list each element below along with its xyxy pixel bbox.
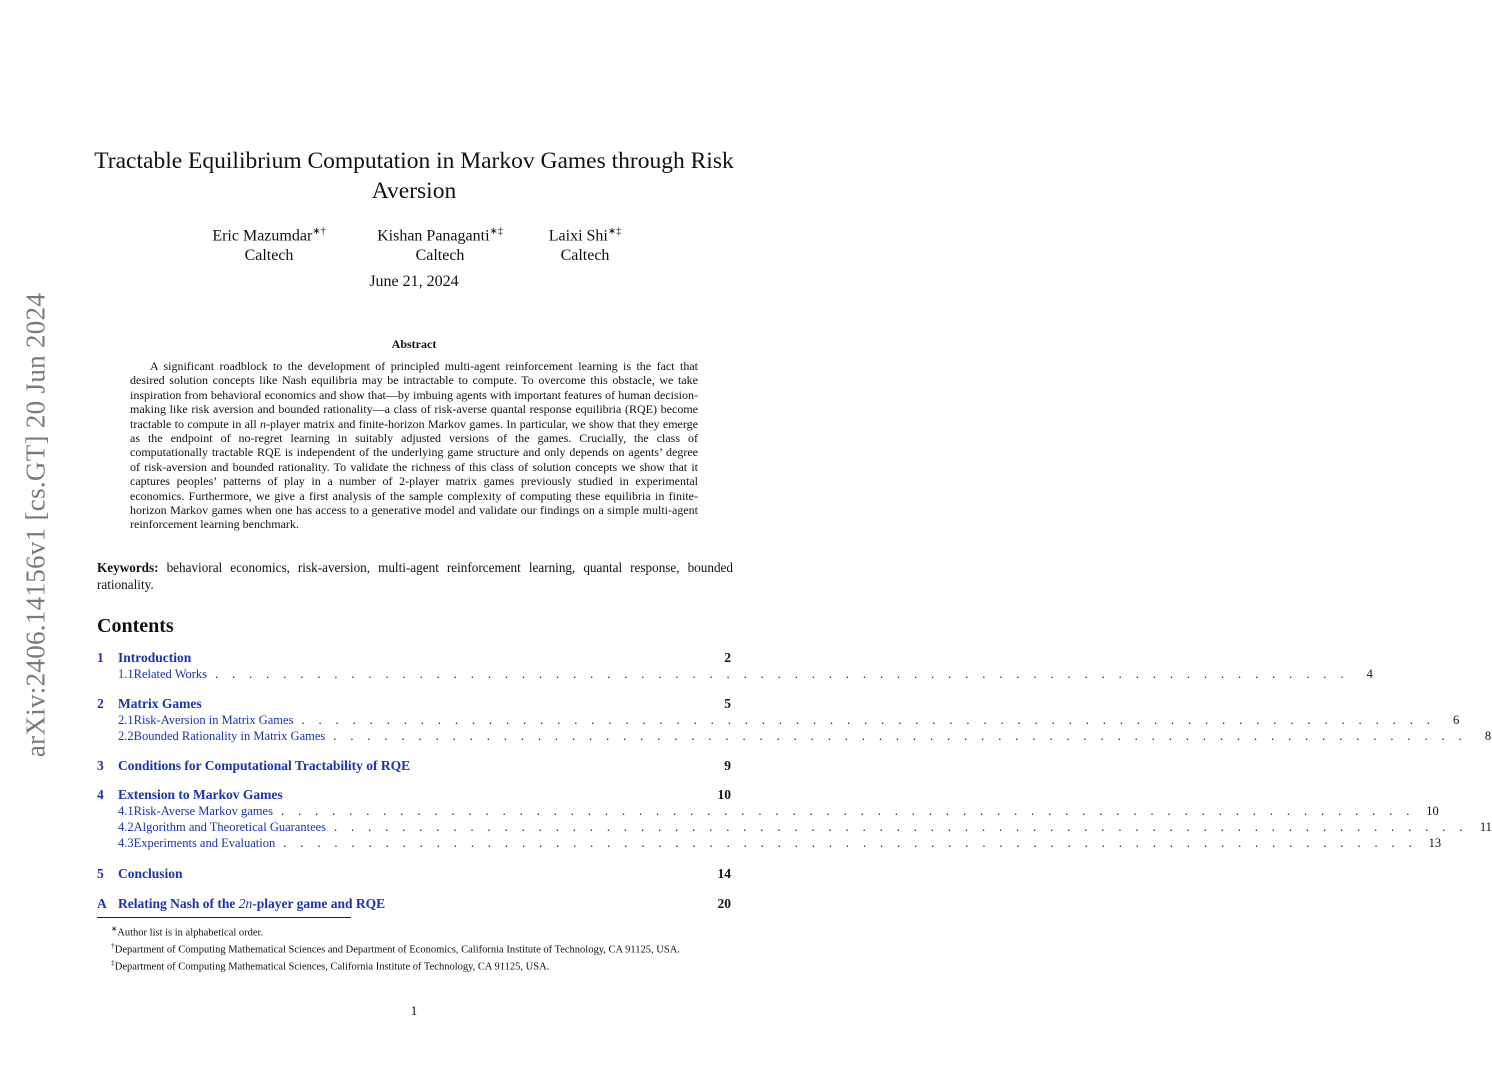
toc-number: 5	[97, 866, 104, 881]
toc-page: 2	[724, 650, 731, 665]
toc-title[interactable]: Risk-Averse Markov games	[133, 804, 273, 818]
author-name: Kishan Panaganti	[377, 227, 490, 245]
toc-number: 4.1	[118, 804, 134, 818]
toc-entry-bounded-rationality[interactable]	[97, 729, 1492, 744]
author-affiliation: Caltech	[244, 247, 294, 265]
toc-title[interactable]: Matrix Games	[118, 696, 202, 711]
toc-number: 3	[97, 758, 104, 773]
keywords-label: Keywords:	[97, 560, 159, 575]
contents-heading: Contents	[97, 615, 174, 637]
footnote	[97, 957, 733, 974]
footnote-divider	[97, 917, 351, 918]
footnotes	[97, 923, 733, 974]
author-block	[542, 222, 628, 266]
toc-leader-dots: . . . . . . . . . . . . . . . . . . . . . . . . . . . . . . . . . . . . . . . . . . . . . . . . . . . . . . . . . . . . . . . . . . .	[283, 836, 1418, 850]
author-marks: ∗‡	[489, 226, 503, 237]
author-block	[208, 222, 330, 266]
abstract-text: -player matrix and finite-horizon Markov games. In particular, we show that they emerge as the endpoint of no-regret learning in suitably adjusted versions of the games. Crucially, the class of computationally tractable RQE is independent of the underlying game structure and only depends on agents’ degree of risk-aversion and bounded rationality. To validate the richness of this class of solution concepts we show that it captures peoples’ patterns of play in a number of 2-player matrix games previously studied in experimental economics. Furthermore, we give a first analysis of the sample complexity of computing these equilibria in finite-horizon Markov games when one has access to a generative model and validate our findings on a simple multi-agent reinforcement learning benchmark.	[130, 416, 698, 532]
toc-title[interactable]: Bounded Rationality in Matrix Games	[133, 729, 326, 743]
arxiv-identifier: arXiv:2406.14156v1 [cs.GT] 20 Jun 2024	[20, 292, 51, 758]
abstract-body	[130, 359, 698, 532]
author-marks: ∗‡	[607, 226, 622, 237]
toc-number: 1.1	[118, 667, 134, 681]
toc-leader-dots: . . . . . . . . . . . . . . . . . . . . . . . . . . . . . . . . . . . . . . . . . . . . . . . . . . . . . . . . . . . . . . . . . . .	[215, 667, 1349, 681]
toc-number: 4	[97, 787, 104, 802]
footnote-text: Department of Computing Mathematical Sciences and Department of Economics, California Institute of Technology, CA 91125, USA.	[114, 944, 680, 956]
footnote-mark: †	[111, 940, 115, 950]
toc-page: 13	[1428, 836, 1442, 850]
toc-title-text: -player game and RQE	[252, 896, 386, 911]
toc-title[interactable]: Experiments and Evaluation	[133, 836, 276, 850]
toc-leader-dots: . . . . . . . . . . . . . . . . . . . . . . . . . . . . . . . . . . . . . . . . . . . . . . . . . . . . . . . . . . . . . . . . . . .	[301, 713, 1436, 727]
author-name: Laixi Shi	[548, 227, 608, 245]
toc-number: 2.1	[118, 713, 134, 727]
toc-title[interactable]: Risk-Aversion in Matrix Games	[133, 713, 294, 727]
toc-title-text: Relating Nash of the	[118, 896, 239, 911]
abstract-text: A significant roadblock to the development of principled multi-agent reinforcement learning is the fact that desired solution concepts like Nash equilibria may be intractable to compute. To overcome this obstacle, we take inspiration from behavioral economics and show that—by imbuing agents with important features of human decision-making like risk aversion and bounded rationality—a class of risk-averse quantal response equilibria (RQE) become tractable to compute in all	[130, 359, 698, 431]
toc-title[interactable]: Conclusion	[118, 866, 183, 881]
toc-entry-risk-averse-markov[interactable]	[97, 804, 1439, 819]
toc-number: 2.2	[118, 729, 134, 743]
toc-entry-algorithm[interactable]	[97, 820, 1492, 835]
toc-title[interactable]: Extension to Markov Games	[118, 787, 283, 802]
math-n: n	[260, 416, 267, 431]
toc-entry-appendix-a[interactable]	[97, 896, 731, 912]
toc-entry-introduction[interactable]	[97, 650, 731, 666]
author-marks: ∗†	[312, 226, 326, 237]
toc-page: 10	[717, 787, 731, 802]
toc-page: 4	[1366, 667, 1373, 681]
toc-number: 4.2	[118, 820, 134, 834]
footnote	[97, 940, 733, 957]
toc-title[interactable]	[118, 896, 385, 912]
toc-title[interactable]: Conditions for Computational Tractability of RQE	[118, 758, 411, 773]
toc-entry-conclusion[interactable]	[97, 866, 731, 882]
footnote-text: Author list is in alphabetical order.	[117, 927, 264, 939]
author-affiliation: Caltech	[415, 247, 465, 265]
toc-number: 4.3	[118, 836, 134, 850]
toc-entry-tractability[interactable]	[97, 758, 731, 774]
toc-page: 9	[724, 758, 731, 773]
toc-page: 6	[1453, 713, 1460, 727]
abstract-heading: Abstract	[391, 337, 437, 351]
toc-entry-related-works[interactable]	[97, 667, 1373, 682]
toc-page: 5	[724, 696, 731, 711]
toc-entry-markov-games[interactable]	[97, 787, 731, 803]
footnote	[97, 923, 733, 940]
footnote-text: Department of Computing Mathematical Sciences, California Institute of Technology, CA 91125, USA.	[114, 961, 550, 973]
toc-title[interactable]: Algorithm and Theoretical Guarantees	[133, 820, 327, 834]
toc-leader-dots: . . . . . . . . . . . . . . . . . . . . . . . . . . . . . . . . . . . . . . . . . . . . . . . . . . . . . . . . . . . . . . . . . . .	[334, 820, 1468, 834]
toc-page: 8	[1484, 729, 1492, 743]
toc-page: 10	[1426, 804, 1439, 818]
author-name: Eric Mazumdar	[212, 227, 313, 245]
author-block	[366, 222, 514, 266]
toc-number: A	[97, 896, 107, 911]
toc-entry-risk-aversion-matrix[interactable]	[97, 713, 1460, 728]
toc-leader-dots: . . . . . . . . . . . . . . . . . . . . . . . . . . . . . . . . . . . . . . . . . . . . . . . . . . . . . . . . . . . . . . . . . . .	[280, 804, 1415, 818]
toc-entry-matrix-games[interactable]	[97, 696, 731, 712]
toc-page: 11	[1479, 820, 1492, 834]
paper-title: Tractable Equilibrium Computation in Markov Games through Risk Aversion	[94, 148, 734, 204]
math-2n: 2n	[238, 896, 253, 911]
toc-title[interactable]: Introduction	[118, 650, 192, 665]
toc-page: 20	[717, 896, 731, 911]
footnote-mark: ‡	[111, 957, 115, 967]
author-affiliation: Caltech	[560, 247, 610, 265]
page-number: 1	[410, 1003, 418, 1018]
toc-title[interactable]: Related Works	[133, 667, 208, 681]
toc-leader-dots: . . . . . . . . . . . . . . . . . . . . . . . . . . . . . . . . . . . . . . . . . . . . . . . . . . . . . . . . . . . . . . . . . . .	[333, 729, 1468, 743]
keywords	[97, 560, 733, 593]
toc-number: 2	[97, 696, 104, 711]
paper-date: June 21, 2024	[369, 273, 459, 290]
keywords-text: behavioral economics, risk-aversion, multi-agent reinforcement learning, quantal response, bounded rationality.	[97, 560, 734, 592]
toc-page: 14	[717, 866, 731, 881]
toc-number: 1	[97, 650, 104, 665]
footnote-mark: ∗	[111, 924, 118, 933]
toc-entry-experiments[interactable]	[97, 836, 1442, 851]
